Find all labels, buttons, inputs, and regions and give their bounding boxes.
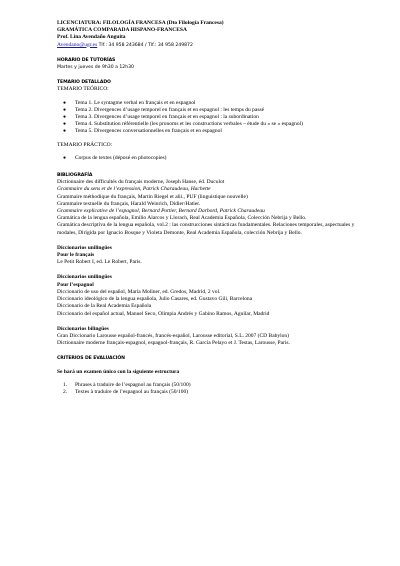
document-page xyxy=(57,20,357,396)
header-course: GRAMÁTICA COMPARADA HISPANO-FRANCESA xyxy=(57,27,187,34)
bullet-icon: ● xyxy=(63,155,67,161)
evaluacion-heading: CRITERIOS DE EVALUACIÓN xyxy=(57,356,125,362)
bullet-icon: ● xyxy=(63,107,67,113)
dicc-unilingues-subheading: Pour le français xyxy=(57,252,95,259)
dicc-unilingues-es-heading: Diccionarios unilingües xyxy=(57,274,112,281)
bib-entry: Dictionnaire des difficultés du français moderne, Joseph Hanse, éd. Duculot xyxy=(57,179,225,186)
dicc-unilingues-es-subheading: Pour l’espagnol xyxy=(57,281,94,288)
bib-entry: Gramática de la lengua española, Emilio Alarcos y Llorach, Real Academia Española, Colección Nebrija y Bello. xyxy=(57,215,307,222)
dicc-entry: Diccionario de uso del español, María Moliner, ed. Gredos, Madrid, 2 vol. xyxy=(57,288,221,295)
horario-text: Martes y jueves de 9h30 a 12h30 xyxy=(57,65,134,71)
list-item: 2. Textes à traduire de l’espagnol au français (50/100) xyxy=(63,388,189,395)
dicc-bilingues-heading: Diccionarios bilingües xyxy=(57,325,109,332)
bullet-icon: ● xyxy=(63,115,67,121)
evaluacion-intro: Se hará un examen único con la siguiente estructura xyxy=(57,368,180,375)
bullet-icon: ● xyxy=(63,122,67,128)
temario-practico-label: TEMARIO PRÁCTICO: xyxy=(57,141,113,148)
header-professor: Prof. Lina Avendaño Anguita xyxy=(57,34,126,41)
bullet-icon: ● xyxy=(63,100,67,106)
list-item: ● Tema 4. Substitution référentielle (les pronoms et les constructions verbales – étude du « se » espagnol) xyxy=(63,121,303,128)
dicc-unilingues-heading: Diccionarios unilingües xyxy=(57,244,112,251)
phone-numbers: Tlf.: 34 958 243684 / Tlf.: 34 958 249872 xyxy=(98,42,193,48)
dicc-entry: Gran Diccionario Larousse español-francés, francés-español, Larousse editorial, S.L. 2007 (CD Babylon) xyxy=(57,332,289,339)
list-item: ● Tema 2. Divergences d’usage temporel en français et en espagnol : les temps du passé xyxy=(63,106,265,113)
dicc-entry: Dictionnaire moderne français-espagnol, espagnol-français, R. García Pelayo et J. Testas, Larousse, Paris. xyxy=(57,340,290,347)
list-item: ● Tema 3. Divergences d’usage temporel en français et en espagnol : la subordination xyxy=(63,114,259,121)
horario-heading: HORARIO DE TUTORÍAS xyxy=(57,57,116,63)
dicc-entry: Le Petit Robert I, ed. Le Robert, Paris. xyxy=(57,259,142,266)
list-item: 1. Phrases à traduire de l’espagnol au français (50/100) xyxy=(63,381,191,388)
list-item: ● Tema 5. Divergences conversationnelles en français et en espagnol xyxy=(63,128,222,135)
evaluacion-list xyxy=(57,382,357,396)
temario-heading: TEMARIO DETALLADO xyxy=(57,80,111,86)
header-degree: LICENCIATURA: FILOLOGÍA FRANCESA (Dto Filología Francesa) xyxy=(57,20,224,26)
bib-entry: Grammaire textuelle du français, Harald Weinrich, Didier/Hatier. xyxy=(57,200,201,207)
temario-practico-list xyxy=(57,155,357,162)
bibliografia-heading: BIBLIOGRAFÍA xyxy=(57,173,93,179)
bullet-icon: ● xyxy=(63,129,67,135)
bib-entry: Grammaire méthodique du français, Martin Riegel et alii., PUF (linguistique nouvelle) xyxy=(57,193,248,200)
list-item: ● Corpus de textes (déposé en photocopies) xyxy=(63,154,167,161)
temario-teorico-list xyxy=(57,100,357,136)
dicc-entry: Diccionario de la Real Academia Española xyxy=(57,303,152,310)
bib-entry: Grammaire explicative de l’espagnol, Bernard Pottier, Bernard Darbord, Patrick Charaudeau xyxy=(57,208,265,215)
bib-entry: Grammaire du sens et de l’expression, Patrick Charaudeau, Hachette xyxy=(57,186,211,193)
bib-entry: Gramática descriptiva de la lengua española, vol.2 : las construcciones sintácticas fundamentales. Relaciones temporales, aspectuales y modales, Dirigida por Ignacio Bosque y Violeta Demonte, Real Academia Española, colección Nebrija y Bello. xyxy=(57,222,355,236)
list-item: ● Tema 1. Le syntagme verbal en français et en espagnol xyxy=(63,99,196,106)
dicc-entry: Diccionario del español actual, Manuel Seco, Olimpia Andrés y Gabino Ramos, Aguilar, Madrid xyxy=(57,310,270,317)
dicc-entry: Diccionario ideológico de la lengua española, Julio Casares, ed. Gustavo Gili, Barcelona xyxy=(57,296,253,303)
temario-teorico-label: TEMARIO TEÓRICO: xyxy=(57,86,109,93)
email-link[interactable]: Avendano@ugr.es xyxy=(57,41,98,48)
header-contact xyxy=(57,42,357,49)
